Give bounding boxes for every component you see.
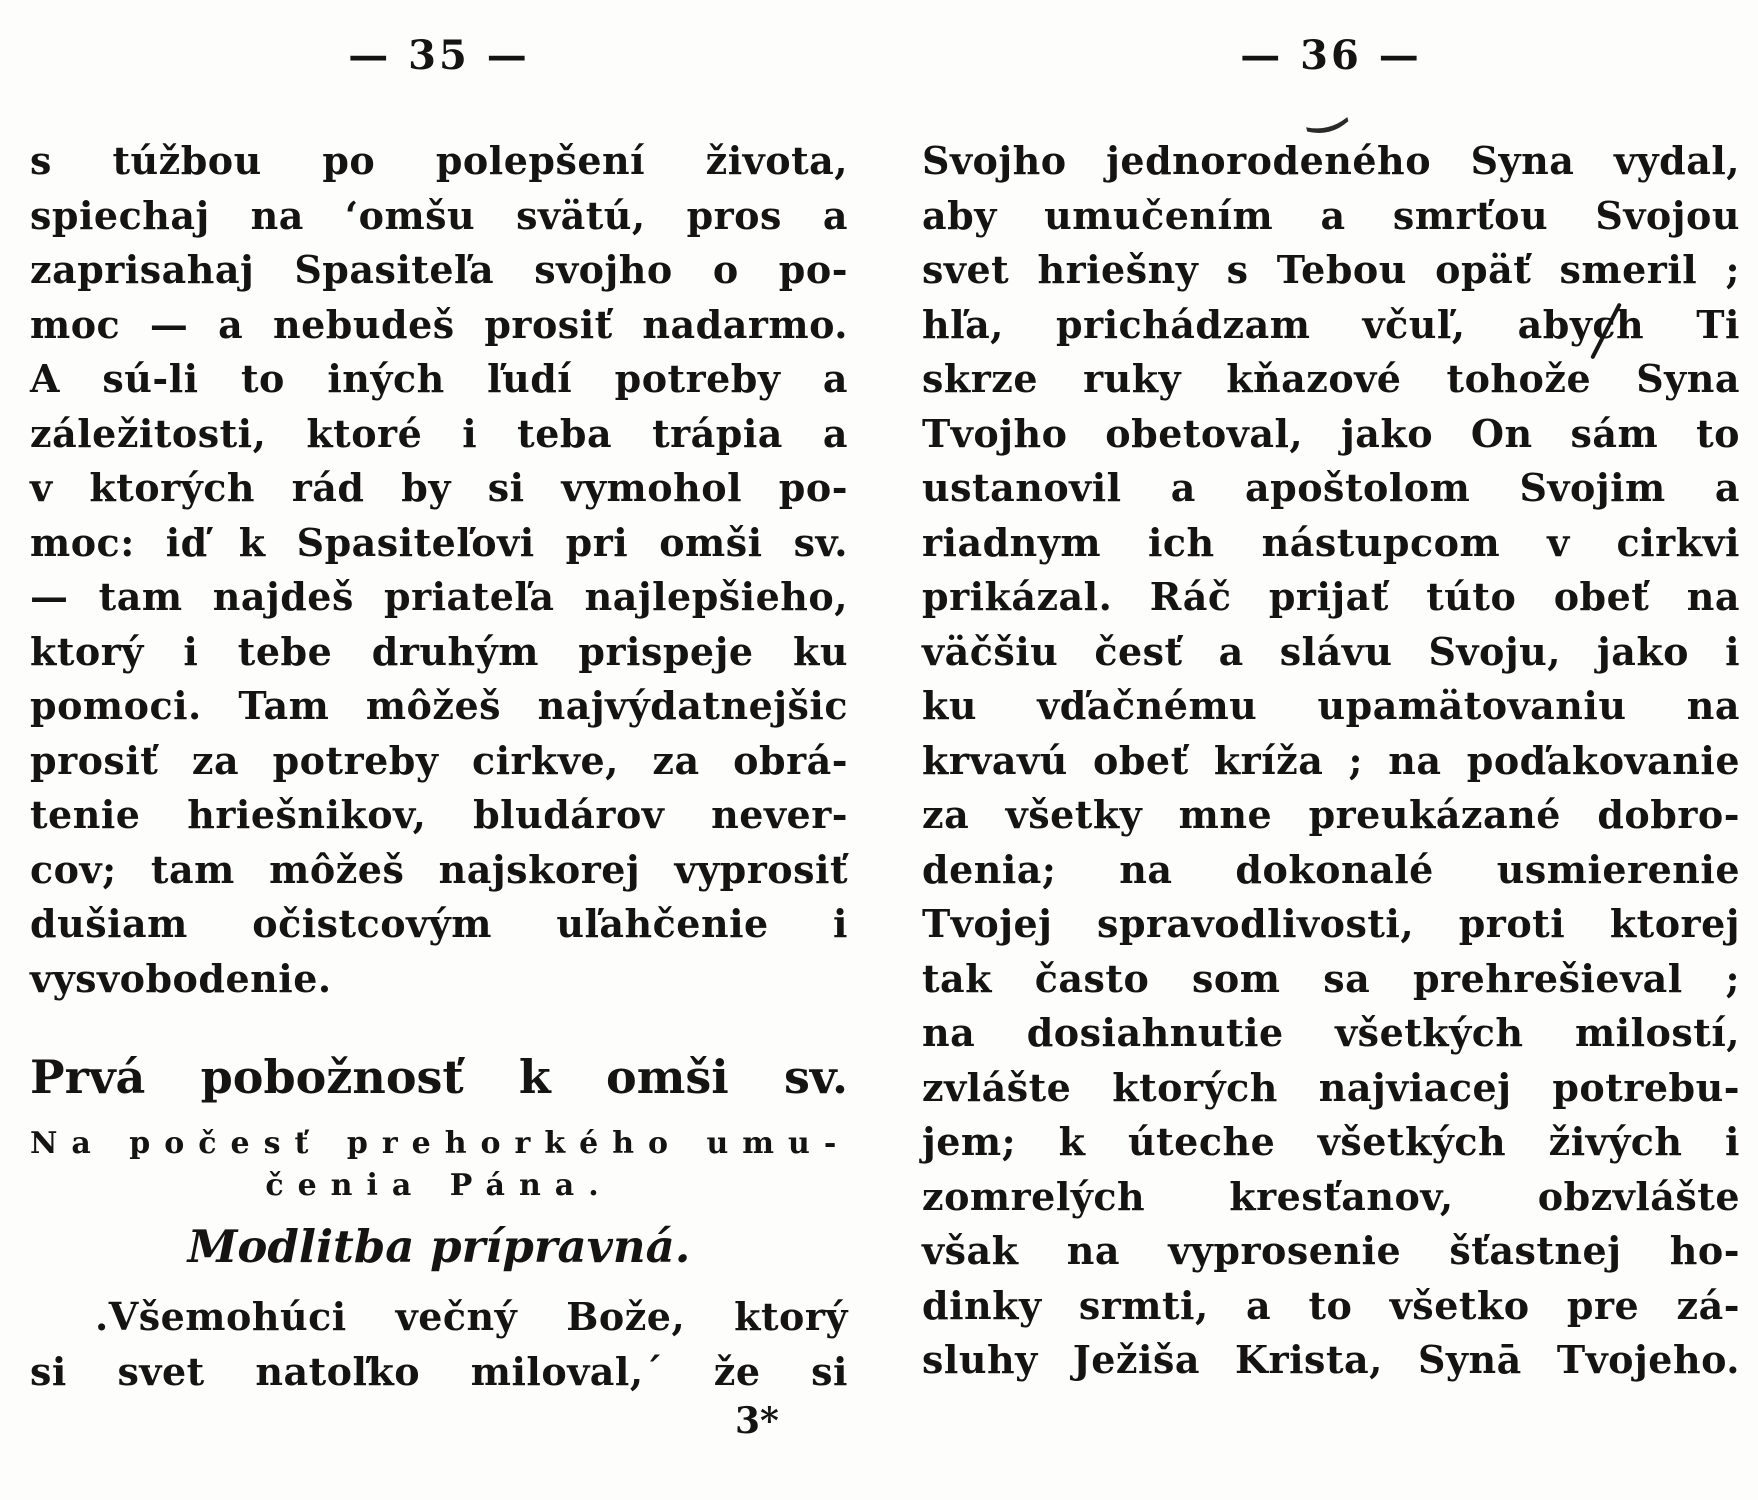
text-line: denia; na dokonalé usmierenie: [922, 846, 1740, 892]
text-line: Tvojho obetoval, jako On sám to: [922, 410, 1740, 456]
text-line: ustanovil a apoštolom Svojim a: [922, 465, 1740, 510]
text-line: v ktorých rád by si vymohol po-: [30, 465, 848, 510]
text-line: aby umučením a smrťou Svojou: [922, 192, 1740, 238]
page-number-36: — 36 —: [1240, 32, 1422, 79]
text-line: však na vyprosenie šťastnej ho-: [922, 1228, 1740, 1273]
text-line: zaprisahaj Spasiteľa svojho o po-: [30, 247, 848, 292]
text-line: riadnym ich nástupcom v cirkvi: [922, 519, 1740, 565]
text-line: vysvobodenie.: [30, 955, 332, 1001]
text-line: za všetky mne preukázané dobro-: [922, 792, 1740, 837]
text-line: dinky srmti, a to všetko pre zá-: [922, 1282, 1740, 1328]
section-subheading-line: čenia Pána.: [265, 1168, 613, 1203]
text-line: spiechaj na ʻomšu svätú, pros a: [30, 192, 848, 238]
section-subheading-line: Na počesť prehorkého umu-: [30, 1126, 851, 1161]
text-line: sluhy Ježiša Krista, Synā Tvojeho.: [922, 1337, 1740, 1382]
text-line: ku vďačnému upamätovaniu na: [922, 683, 1740, 728]
text-line: moc — a nebudeš prosiť nadarmo.: [30, 301, 848, 347]
signature-mark: 3*: [735, 1400, 779, 1442]
text-line: .Všemohúci večný Bože, ktorý: [95, 1294, 848, 1339]
prayer-paragraph: [30, 1290, 848, 1399]
page-36-body-paragraph: [922, 134, 1740, 1388]
text-line: s túžbou po polepšení života,: [30, 138, 848, 183]
text-line: prosiť za potreby cirkve, za obrá-: [30, 737, 848, 783]
text-line: tak často som sa prehrešieval ;: [922, 955, 1740, 1001]
text-line: väčšiu česť a slávu Svoju, jako i: [922, 628, 1740, 674]
text-line: pomoci. Tam môžeš najvýdatnejšic: [30, 683, 848, 728]
ink-smudge-artifact: ‿: [1298, 74, 1347, 136]
text-line: tenie hriešnikov, bludárov never-: [30, 792, 848, 837]
text-line: svet hriešny s Tebou opäť smeril ;: [922, 247, 1740, 292]
page-35-body-paragraph: [30, 134, 848, 1006]
text-line: zvlášte ktorých najviacej potrebu-: [922, 1064, 1740, 1110]
text-line: si svet natoľko miloval,´ že si: [30, 1348, 848, 1394]
text-line: ktorý i tebe druhým prispeje ku: [30, 628, 848, 674]
text-line: prikázal. Ráč prijať túto obeť na: [922, 574, 1740, 619]
section-heading: Prvá pobožnosť k omši sv.: [30, 1050, 848, 1104]
page-35: [30, 0, 851, 1500]
text-line: hľa, prichádzam včuľ, abych Ti: [922, 301, 1740, 347]
page-number-35: — 35 —: [348, 32, 530, 79]
text-line: krvavú obeť kríža ; na poďakovanie: [922, 737, 1740, 783]
text-line: — tam najdeš priateľa najlepšieho,: [30, 574, 848, 619]
text-line: skrze ruky kňazové tohože Syna: [922, 356, 1740, 401]
text-line: zomrelých kresťanov, obzvlášte: [922, 1173, 1740, 1219]
text-line: jem; k úteche všetkých živých i: [922, 1119, 1740, 1164]
page-36: [922, 0, 1740, 1500]
text-line: cov; tam môžeš najskorej vyprosiť: [30, 846, 848, 892]
text-line: moc: iď k Spasiteľovi pri omši sv.: [30, 519, 848, 565]
prayer-title: Modlitba prípravná.: [187, 1220, 691, 1273]
text-line: Tvojej spravodlivosti, proti ktorej: [922, 901, 1740, 946]
text-line: dušiam očistcovým uľahčenie i: [30, 901, 848, 946]
text-line: záležitosti, ktoré i teba trápia a: [30, 410, 848, 456]
text-line: na dosiahnutie všetkých milostí,: [922, 1010, 1740, 1055]
text-line: Svojho jednorodeného Syna vydal,: [922, 138, 1740, 183]
text-line: A sú-li to iných ľudí potreby a: [30, 356, 848, 401]
